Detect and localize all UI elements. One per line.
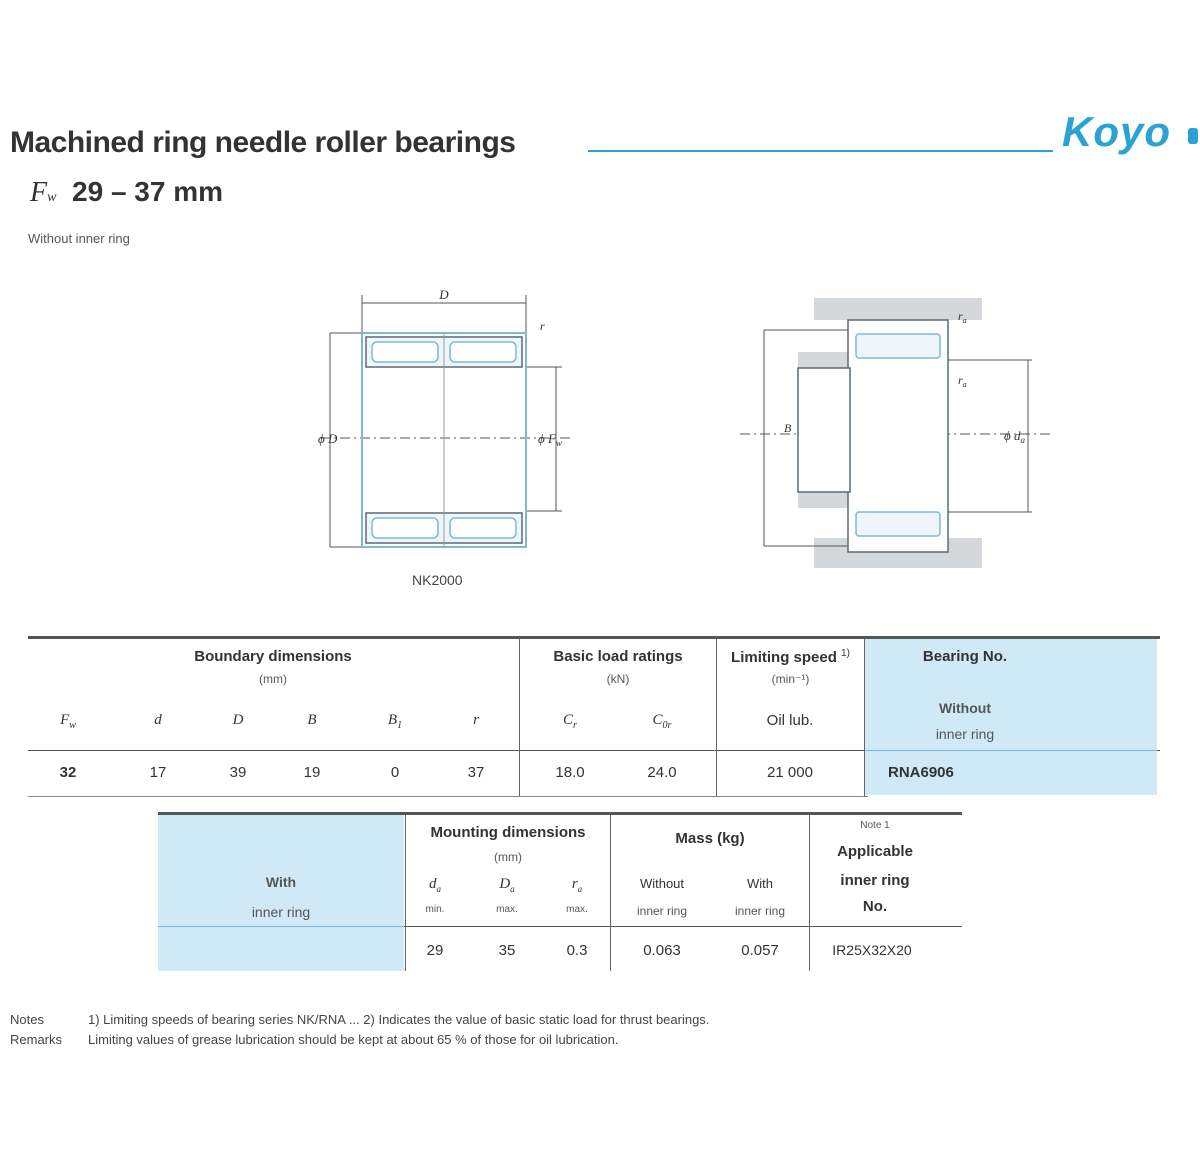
dimension-label-phi-D: ϕ D bbox=[318, 431, 338, 446]
col-da: $d_a$ bbox=[429, 876, 441, 894]
size-range-subscript: w bbox=[47, 190, 57, 205]
mounting-label-phi-da: ϕ $d_a$ bbox=[1004, 428, 1025, 445]
page-subtitle: Without inner ring bbox=[28, 231, 130, 246]
group-limiting-speed: Limiting speed $^{1)}$ bbox=[731, 648, 850, 666]
table1-highlight-rule bbox=[865, 750, 1157, 751]
col-ra: $r_a$ bbox=[571, 876, 583, 894]
table-cell: 24.0 bbox=[647, 764, 677, 781]
table-cell: 0.3 bbox=[566, 942, 588, 959]
table-cell: 29 bbox=[426, 942, 444, 959]
footnote-notes: Notes 1) Limiting speeds of bearing series NK/RNA ... 2) Indicates the value of basic static load for thrust bearings. bbox=[10, 1012, 710, 1027]
col-B1: $B_1$ bbox=[387, 712, 403, 731]
dimension-label-phi-Fw: ϕ $F_w$ bbox=[538, 431, 562, 448]
col-D: D bbox=[232, 712, 244, 728]
table-cell: 19 bbox=[303, 764, 321, 781]
table-cell: 35 bbox=[498, 942, 516, 959]
group-boundary-dimensions: Boundary dimensions bbox=[194, 648, 352, 665]
size-range bbox=[30, 176, 223, 209]
col-Fw: $F_w$ bbox=[60, 712, 76, 731]
table2-divider bbox=[809, 815, 810, 971]
col-C0r: $C_{0r}$ bbox=[652, 712, 672, 731]
table-cell: 0 bbox=[390, 764, 400, 781]
seal-note: Note 1 bbox=[860, 820, 890, 831]
with-inner-ring-label2: inner ring bbox=[251, 904, 311, 920]
diagram-caption: NK2000 bbox=[412, 572, 463, 588]
bearing-no-sub1: Without bbox=[939, 700, 991, 716]
table1-bottom-rule bbox=[28, 796, 868, 797]
table-cell: 0.057 bbox=[741, 942, 779, 959]
inner-ring-number-cell: IR25X32X20 bbox=[832, 942, 912, 958]
table1-top-rule bbox=[28, 636, 1160, 639]
group-mounting-dimensions: Mounting dimensions bbox=[430, 824, 586, 841]
mounting-diagram bbox=[740, 290, 1060, 580]
group-load-unit: (kN) bbox=[606, 672, 630, 686]
table2-top-rule bbox=[158, 812, 962, 815]
seal-line1: Applicable bbox=[837, 843, 913, 860]
col-B: B bbox=[307, 712, 317, 728]
table-cell: 32 bbox=[59, 764, 77, 781]
group-mass: Mass (kg) bbox=[675, 830, 745, 847]
mounting-label-ra-top: $r_a$ bbox=[958, 309, 967, 325]
footnote-remarks: Remarks Limiting values of grease lubrication should be kept at about 65 % of those for oil lubrication. bbox=[10, 1032, 619, 1047]
group-mounting-unit: (mm) bbox=[494, 850, 522, 864]
col-Cr: $C_r$ bbox=[563, 712, 577, 731]
bearing-no-sub2: inner ring bbox=[935, 726, 995, 742]
size-range-symbol: F bbox=[30, 177, 48, 208]
table2-highlight-rule bbox=[158, 926, 404, 927]
mounting-label-ra: $r_a$ bbox=[958, 373, 967, 389]
table-cell: 18.0 bbox=[555, 764, 585, 781]
dimension-label-r: r bbox=[540, 319, 545, 333]
col-ra-limit: max. bbox=[566, 904, 588, 915]
table-cell: 37 bbox=[467, 764, 485, 781]
col-mass-with: With bbox=[747, 876, 773, 891]
bearing-section-diagram bbox=[300, 275, 590, 565]
col-da-limit: min. bbox=[425, 904, 445, 915]
col-mass-without: Without bbox=[639, 876, 685, 891]
col-Da-limit: max. bbox=[496, 904, 518, 915]
inner-ring-highlight bbox=[158, 815, 404, 971]
table-cell: 21 000 bbox=[767, 764, 813, 781]
mounting-label-B: B bbox=[784, 421, 792, 435]
col-d: d bbox=[154, 712, 162, 728]
col-mass-without-sub: inner ring bbox=[636, 904, 688, 918]
page-title: Machined ring needle roller bearings bbox=[10, 126, 516, 159]
table-cell: 0.063 bbox=[643, 942, 681, 959]
brand-logo: Koyo bbox=[1062, 108, 1171, 155]
table-cell: 39 bbox=[229, 764, 247, 781]
col-r: r bbox=[473, 712, 479, 728]
col-mass-with-sub: inner ring bbox=[734, 904, 786, 918]
size-range-value: 29 – 37 mm bbox=[72, 176, 224, 207]
group-speed-unit: (min⁻¹) bbox=[771, 672, 810, 686]
with-inner-ring-label1: With bbox=[265, 874, 297, 890]
group-boundary-unit: (mm) bbox=[259, 672, 287, 686]
table-cell: 17 bbox=[149, 764, 167, 781]
bearing-number-cell: RNA6906 bbox=[888, 764, 954, 781]
col-oil-lub: Oil lub. bbox=[766, 712, 814, 729]
seal-line3: No. bbox=[862, 898, 888, 915]
group-bearing-no: Bearing No. bbox=[922, 648, 1008, 665]
group-load-ratings: Basic load ratings bbox=[553, 648, 683, 665]
dimension-label-D: D bbox=[439, 287, 449, 302]
seal-line2: inner ring bbox=[840, 872, 910, 889]
brand-logo-fragment bbox=[1188, 128, 1198, 144]
col-Da: $D_a$ bbox=[499, 876, 515, 894]
title-rule bbox=[588, 150, 1053, 152]
